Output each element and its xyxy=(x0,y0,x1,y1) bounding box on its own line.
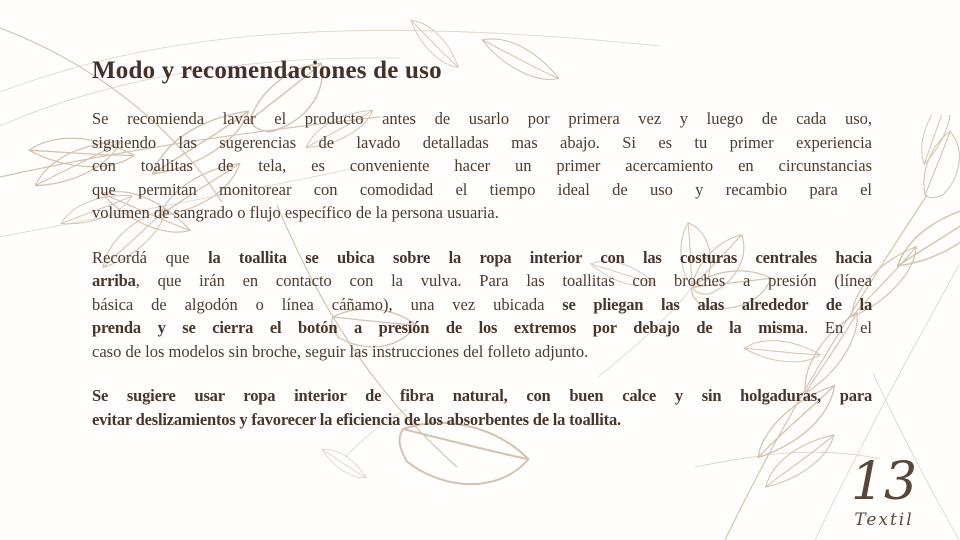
text-line: arriba, que irán en contacto con la vulva. Para las toallitas con broches a presión (línea xyxy=(92,271,872,290)
page-title: Modo y recomendaciones de uso xyxy=(92,57,442,84)
text-line: Se sugiere usar ropa interior de fibra natural, con buen calce y sin holgaduras, para xyxy=(92,386,872,405)
section-label: Textil xyxy=(854,510,914,530)
text-line: que permitan monitorear con comodidad el tiempo ideal de uso y recambio para el xyxy=(92,179,872,199)
text-line: evitar deslizamientos y favorecer la eficiencia de los absorbentes de la toallita. xyxy=(92,409,621,429)
page-footer xyxy=(824,452,944,530)
text-line: Recordá que la toallita se ubica sobre la ropa interior con las costuras centrales hacia xyxy=(92,247,872,267)
text-line: siguiendo las sugerencias de lavado detalladas mas abajo. Si es tu primer experiencia xyxy=(92,132,872,152)
page-number: 13 xyxy=(850,452,918,512)
body-text xyxy=(92,107,872,431)
body-paragraph xyxy=(92,107,872,225)
text-line: volumen de sangrado o flujo específico de la persona usuaria. xyxy=(92,203,499,222)
body-paragraph xyxy=(92,246,872,364)
text-line: caso de los modelos sin broche, seguir las instrucciones del folleto adjunto. xyxy=(92,341,589,361)
text-line: Se recomienda lavar el producto antes de usarlo por primera vez y luego de cada uso, xyxy=(92,109,872,128)
content-area xyxy=(92,56,872,431)
body-paragraph xyxy=(92,384,872,431)
text-line: básica de algodón o línea cáñamo), una vez ubicada se pliegan las alas alrededor de la xyxy=(92,294,872,314)
text-line: con toallitas de tela, es conveniente hacer un primer acercamiento en circunstancias xyxy=(92,156,872,175)
text-line: prenda y se cierra el botón a presión de los extremos por debajo de la misma. En el xyxy=(92,318,872,337)
